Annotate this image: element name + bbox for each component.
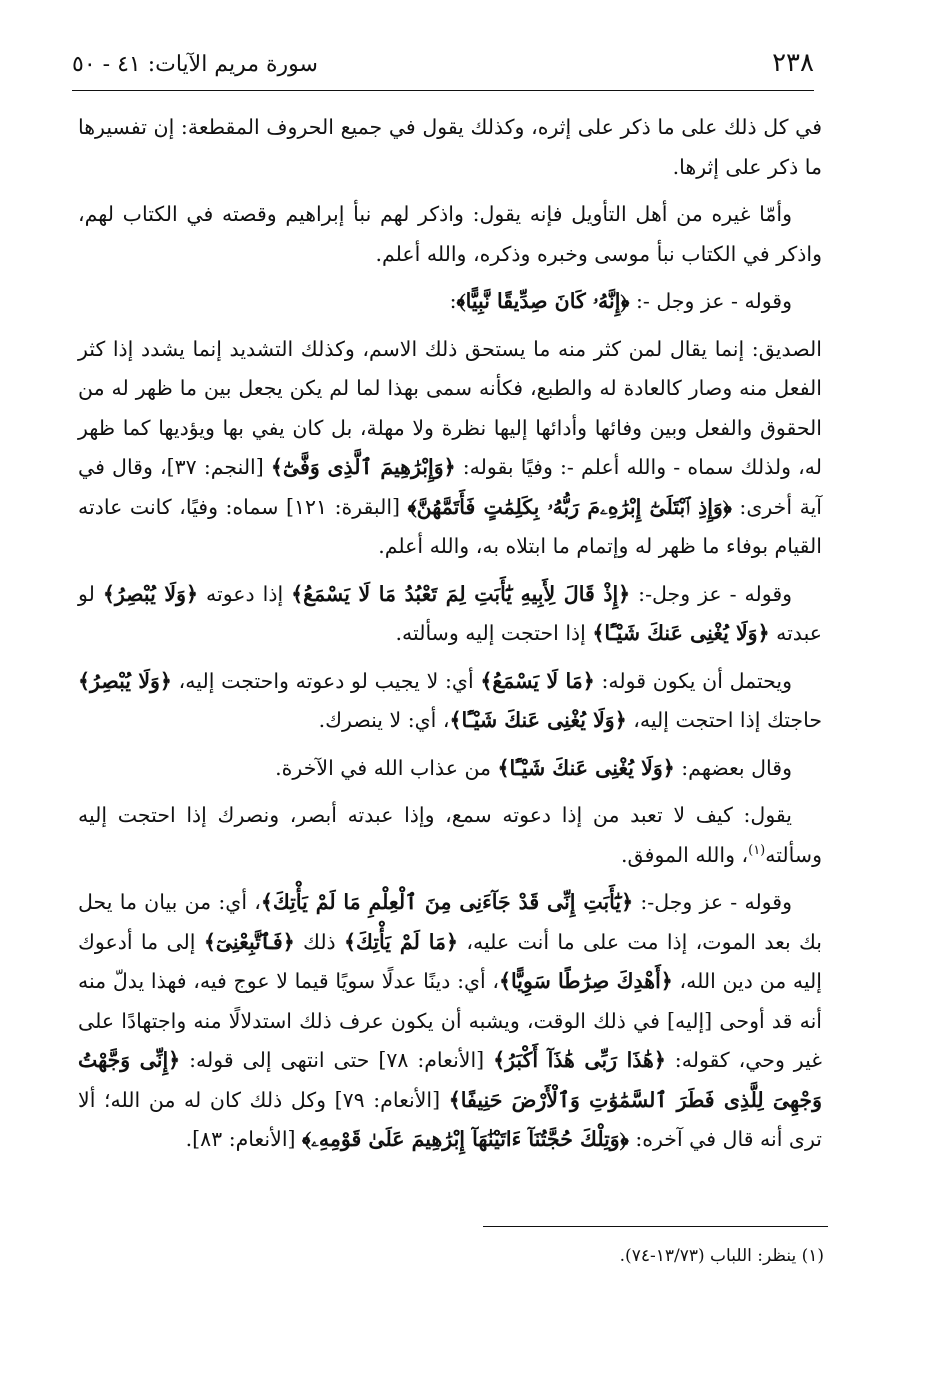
paragraph [78,195,822,274]
text-run: لو عبدته [78,581,822,645]
text-run: ذلك [294,929,345,954]
paragraph [78,883,822,1160]
page-header [72,44,814,91]
text-run: في كل ذلك على ما ذكر على إثره، وكذلك يقول في جميع الحروف المقطعة: إن تفسيرها ما ذكر على إثرها. [78,115,822,179]
running-title: سورة مريم الآيات: ٤١ - ٥٠ [72,52,318,77]
text-run: ويحتمل أن يكون قوله: [594,668,793,693]
quran-quote: ﴿وَلَا يُغْنِى عَنكَ شَيْـًٔا﴾ [592,621,770,645]
text-run: ، أي: دينًا عدلًا سويًا قيما لا عوج فيه، فهذا يدلّ منه أنه قد أوحى [إليه] في ذلك الوقت، ويشبه أن يكون عرف ذلك استدلالًا منه واجتهادًا على غير وحي، كقوله: [78,969,822,1072]
paragraph [78,282,822,322]
text-run: الصديق: إنما يقال لمن كثر منه ما يستحق ذلك الاسم، وكذلك التشديد إنما يشدد إذا كثر الفعل منه وصار كالعادة له والطبع، فكأنه سمى بهذا لما لم يكن يجعل بين ما ظهر له من الحقوق والفعل وبين وفائها وأدائها إليها نظرة ولا مهلة، بل كان يفي بها ويؤديها كما ظهر له، ولذلك سماه - والله أعلم -: وفيًا بقوله: [78,336,822,479]
text-run: وأمّا غيره من أهل التأويل فإنه يقول: واذكر لهم نبأ إبراهيم وقصته في الكتاب لهم، واذكر في الكتاب نبأ موسى وخبره وذكره، والله أعلم. [78,202,822,266]
paragraph [78,796,822,875]
quran-quote: ﴿أَهْدِكَ صِرَٰطًا سَوِيًّا﴾ [499,969,673,993]
quran-quote: ﴿وَلَا يُغْنِى عَنكَ شَيْـًٔا﴾ [497,755,675,780]
footnote-separator [483,1226,828,1227]
text-run: وقوله - عز وجل -: [629,289,792,313]
text-run: ، أي: من بيان ما يحل بك بعد الموت، إذا مت على ما أنت عليه، [78,890,822,954]
quran-quote: ﴿مَا لَا يَسْمَعُ﴾ [480,668,595,693]
quran-quote: ﴿مَا لَمْ يَأْتِكَ﴾ [344,929,459,954]
paragraph [78,575,822,654]
text-run: : [449,289,457,313]
text-run: وقال بعضهم: [674,755,792,780]
text-run: [الأنعام: ٧٩] وكل ذلك كان له من الله؛ ألا ترى أنه قال في آخره: [78,1087,822,1151]
text-run: [الأنعام: ٧٨] حتى انتهى إلى قوله: [180,1048,494,1072]
footnote: (١) ينظر: اللباب (١٣/٧٣-٧٤). [619,1246,824,1266]
paragraph [78,662,822,741]
main-text [78,108,822,1168]
quran-quote: ﴿إِنَّهُۥ كَانَ صِدِّيقًا نَّبِيًّا﴾ [456,289,630,313]
quran-quote: ﴿وَلَا يُبْصِرُ﴾ [102,581,199,606]
text-run: وقوله - عز وجل-: [633,890,792,914]
quran-quote: ﴿هَٰذَا رَبِّى هَٰذَآ أَكْبَرُ﴾ [493,1048,666,1072]
quran-quote: ﴿فَٱتَّبِعْنِىٓ﴾ [203,929,295,954]
text-run: إذا احتجت إليه وسألته. [395,621,593,645]
quran-quote: ﴿وَلَا يُبْصِرُ﴾ [78,668,172,693]
text-run: ، والله الموفق. [621,842,749,867]
text-run: وقوله - عز وجل-: [630,581,793,606]
quran-quote: ﴿وَإِبْرَٰهِيمَ ٱلَّذِى وَفَّىٰٓ﴾ [270,455,456,479]
page-number: ٢٣٨ [772,48,814,78]
text-run: من عذاب الله في الآخرة. [275,755,498,780]
text-run: إذا دعوته [198,581,292,606]
paragraph [78,749,822,789]
text-run: أي: لا يجيب لو دعوته واحتجت إليه، [171,668,481,693]
text-run: ، أي: لا ينصرك. [318,708,450,732]
text-run: حاجتك إذا احتجت إليه، [626,708,822,732]
text-run: [الأنعام: ٨٣]. [185,1127,303,1151]
text-run: [البقرة: ١٢١] سماه: وفيًا، كانت عادته القيام بوفاء ما ظهر له وإتمام ما ابتلاه به، والله أعلم. [78,494,822,558]
text-run: [النجم: ٣٧]، وقال في آية أخرى: [78,455,822,519]
quran-quote: ﴿وَتِلْكَ حُجَّتُنَآ ءَاتَيْنَٰهَآ إِبْرَٰهِيمَ عَلَىٰ قَوْمِهِۦ﴾ [302,1127,629,1151]
quran-quote: ﴿إِنِّى وَجَّهْتُ وَجْهِىَ لِلَّذِى فَطَرَ ٱلسَّمَٰوَٰتِ وَٱلْأَرْضَ حَنِيفًا﴾ [78,1048,822,1112]
quran-quote: ﴿وَإِذِ ٱبْتَلَىٰٓ إِبْرَٰهِۦمَ رَبُّهُۥ بِكَلِمَٰتٍ فَأَتَمَّهُنَّ﴾ [407,494,732,519]
quran-quote: ﴿إِذْ قَالَ لِأَبِيهِ يَٰٓأَبَتِ لِمَ تَعْبُدُ مَا لَا يَسْمَعُ﴾ [291,581,631,606]
text-run: إلى ما أدعوك إليه من دين الله، [78,929,822,993]
paragraph [78,108,822,187]
quran-quote: ﴿يَٰٓأَبَتِ إِنِّى قَدْ جَآءَنِى مِنَ ٱلْعِلْمِ مَا لَمْ يَأْتِكَ﴾ [260,890,634,914]
quran-quote: ﴿وَلَا يُغْنِى عَنكَ شَيْـًٔا﴾ [449,708,627,732]
text-run: يقول: كيف لا تعبد من إذا دعوته سمع، وإذا عبدته أبصر، ونصرك إذا احتجت إليه وسألته [78,803,822,867]
paragraph [78,330,822,567]
footnote-reference: (١) [748,842,766,858]
